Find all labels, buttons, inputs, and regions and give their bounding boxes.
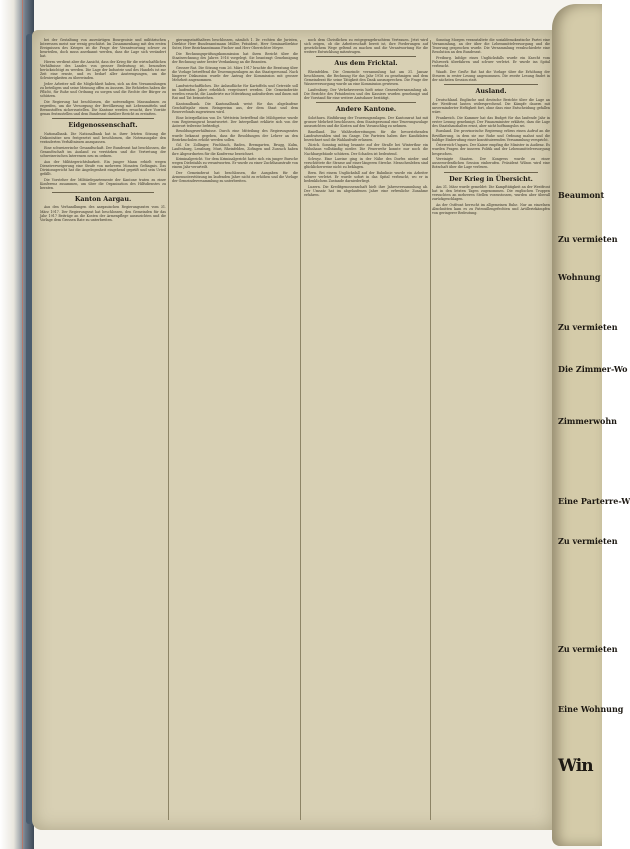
article-paragraph: bei der Gestaltung von auswärtigen Bourgeoisie und militärischen Interessen meist nur wenig geschätzt. Im Zusammenhang mit den ersten Ereignissen des Krieges ist die Frage der Verantwortung schwer zu beurteilen, doch muss anerkannt werden, dass die Lage sich verändert hat. (40, 38, 166, 59)
article-paragraph: Die Regierung hat beschlossen, die notwendigen Massnahmen zu ergreifen, um die Versorgung der Bevölkerung mit Lebensmitteln und Brennstoffen sicherzustellen. Die Kantone werden ersucht, ihre Vorräte genau festzustellen und dem Bundesrat darüber Bericht zu erstatten. (40, 100, 166, 117)
article-paragraph: An der Ostfront herrscht im allgemeinen Ruhe. Nur an einzelnen Abschnitten kam es zu Patrouillengefechten und Artilleriekämpfen von geringerer Bedeutung. (432, 202, 550, 216)
article-paragraph: Frankreich. Die Kammer hat das Budget für das laufende Jahr in erster Lesung genehmigt. Der Finanzminister erklärte, dass die Lage des Staatshaushaltes ernst, aber nicht hoffnungslos sei. (432, 115, 550, 128)
article-paragraph: Grosser Rat. Die Sitzung vom 26. März 1917 brachte die Beratung über die Vorlage betreffend die Teuerungszulagen an das Staatspersonal. Nach längerer Diskussion wurde der Antrag der Kommission mit grosser Mehrheit angenommen. (172, 65, 298, 83)
article-paragraph: Solothurn. Einführung der Teuerungszulagen. Der Kantonsrat hat mit grosser Mehrheit beschlossen, dem Staatspersonal eine Teuerungszulage auszurichten und die Kosten auf den Voranschlag zu nehmen. (304, 115, 428, 128)
article-paragraph: Besoldungsverhältnisse. Durch eine Mitteilung des Regierungsrates wurde bekannt gegeben, dass die Besoldungen der Lehrer an den Bezirksschulen erhöht werden sollen. (172, 129, 298, 142)
article-paragraph: Baselland. Die Wahlvorbereitungen für die bevorstehenden Landratswahlen sind im Gange. Die Parteien haben ihre Kandidaten bezeichnet und die Wahlaufrufe erlassen. (304, 129, 428, 142)
article-paragraph: Russland. Die provisorische Regierung erliess einen Aufruf an die Bevölkerung, in dem sie zur Ruhe und Ordnung mahnt und die baldige Einberufung einer konstituierenden Versammlung verspricht. (432, 129, 550, 142)
article-paragraph: Deutschland. Englische und deutsche Berichte über die Lage an der Westfront lauten widersprechend. Die Kämpfe dauern mit unverminderter Heftigkeit fort, ohne dass eine Entscheidung gefallen wäre. (432, 97, 550, 114)
section-heading: Aus dem Fricktal. (334, 59, 398, 68)
facing-page-line: Zu vermieten (558, 322, 618, 332)
newspaper-page (32, 30, 554, 830)
margin-rule (22, 0, 23, 849)
column-1 (40, 38, 166, 822)
article-paragraph: Zürich. Sonntag mittag brannte auf der Straße bei Winterthur ein Wohnhaus vollständig nieder. Die Feuerwehr konnte nur noch die Nachbargebäude schützen. Der Schaden ist bedeutend. (304, 143, 428, 156)
column-divider (430, 40, 431, 820)
column-2 (172, 38, 298, 822)
facing-page-line: Eine Parterre-W (558, 496, 630, 506)
article-paragraph: Luzern. Die Kreditgenossenschaft hielt ihre Jahresversammlung ab. Der Umsatz hat im abgelaufenen Jahre eine erfreuliche Zunahme erfahren. (304, 185, 428, 198)
facing-page-line: Zu vermieten (558, 644, 618, 654)
facing-page-line: Eine Wohnung (558, 704, 624, 714)
article-paragraph: Eine Interpellation von Dr. Wettstein betreffend die Milchpreise wurde vom Regierungsrat beantwortet. Der Interpellant erklärte sich von der Antwort teilweise befriedigt. (172, 115, 298, 128)
article-paragraph: Bern. Bei einem Unglücksfall auf der Bahnlinie wurde ein Arbeiter schwer verletzt. Er wurde sofort in das Spital verbracht, wo er in bedenklichem Zustande darniederliegt. (304, 171, 428, 184)
article-paragraph: Rheinfelden. Die Gemeinde versammlung hat am 31. Januar beschlossen, die Rechnung für das Jahr 1916 zu genehmigen und dem Gemeinderat für seine Tätigkeit den Dank auszusprechen. Die Frage der Wasserversorgung wurde an eine Kommission gewiesen. (304, 69, 428, 87)
facing-page-line: Die Zimmer-Wo (558, 364, 628, 374)
article-paragraph: Freiburg. Infolge eines Unglücksfalls wurde ein Knecht vom Fuhrwerk überfahren und schwer verletzt. Er wurde ins Spital verbracht. (432, 55, 550, 69)
article-paragraph: Aus den Verhandlungen des aargauischen Regierungsrates vom 31. März 1917. Der Regierungsrat hat beschlossen, den Gemeinden für das Jahr 1917 Beiträge an die Kosten der Armenpflege auszurichten und die Vorlage dem Grossen Rate zu unterbreiten. (40, 205, 166, 222)
section-heading: Kanton Aargau. (74, 194, 132, 203)
facing-page-edge (552, 4, 630, 846)
article-paragraph: Nationalbank. Die Nationalbank hat in ihrer letzten Sitzung die Diskontsätze neu festgesetzt und beschlossen, die Notenausgabe den veränderten Verhältnissen anzupassen. (40, 131, 166, 145)
section-heading: Eidgenossenschaft. (68, 121, 138, 130)
column-4 (432, 38, 550, 822)
facing-page-line: Zu vermieten (558, 536, 618, 546)
facing-page-line: Zimmerwohn (558, 416, 617, 426)
article-paragraph: Der Gemeinderat hat beschlossen, die Ausgaben für die Armenunterstützung im laufenden Jahre nicht zu erhöhen und die Vorlage der Gemeindeversammlung zu unterbreiten. (172, 171, 298, 184)
section-rule (316, 102, 416, 103)
article-paragraph: Am 31. März wurde gemeldet: Die Kampftätigkeit an der Westfront hat in den letzten Tagen zugenommen. Die englischen Truppen versuchten an mehreren Stellen vorzustossen, wurden aber überall zurückgeschlagen. (432, 185, 550, 202)
article-paragraph: Die Rechnungsprüfungskommission hat ihren Bericht über die Staatsrechnung des Jahres 1916 vorgelegt. Sie beantragt Genehmigung der Rechnung unter bester Verdankung an die Beamten. (172, 51, 298, 65)
article-paragraph: Hierzu verdient aber die Ansicht, dass der Krieg für die wirtschaftlichen Verhältnisse des Landes von grosser Bedeutung ist, besonders berücksichtigt zu werden. Die Lage der Industrie und des Handels ist zur Zeit eine ernste, und es bedarf aller Anstrengungen, um die Schwierigkeiten zu überwinden. (40, 60, 166, 81)
article-paragraph: gierungsstatthaltern beschlossen, nämlich 1. Dr. rechten die Juristen, Direktor Herr Bundesamtmann Müller, Präsident, Herr Seminardirektor Suter, Herr Bezirksamtmann Fischer und Herr Oberrichter Meyer. (172, 38, 298, 51)
article-paragraph: Kriminalgericht. Vor dem Kriminalgericht hatte sich ein junger Bursche wegen Diebstahls zu verantworten. Er wurde zu einer Zuchthausstrafe von einem Jahr verurteilt. (172, 157, 298, 170)
section-rule (52, 118, 154, 119)
section-heading: Der Krieg in Übersicht. (449, 174, 533, 183)
section-heading: Ausland. (475, 87, 507, 96)
column-divider (168, 40, 169, 820)
article-paragraph: Die Vorsteher der Militärdepartemente der Kantone traten zu einer Konferenz zusammen, um über die Organisation des Hilfsdienstes zu beraten. (40, 177, 166, 190)
article-paragraph: noch dem Christlichen zu entgegengebrachtem Vertrauen. Jetzt wird sich zeigen, ob die Arbeiterschaft bereit ist, ihre Forderungen auf gesetzlichem Wege geltend zu machen und die Verantwortung für die weitere Entwicklung mitzutragen. (304, 38, 428, 55)
article-paragraph: Aus der Militärgerichtsbarkeit. Ein junger Mann erhielt wegen Dienstverweigerung eine Strafe von mehreren Monaten Gefängnis. Das Divisionsgericht hat die Angelegenheit eingehend geprüft und sein Urteil gefällt. (40, 159, 166, 176)
article-paragraph: Vereinigte Staaten. Der Kongress wurde zu einer ausserordentlichen Session einberufen. Präsident Wilson wird eine Botschaft über die Lage verlesen. (432, 157, 550, 170)
column-3 (304, 38, 428, 822)
article-paragraph: Jeder Arbeiter soll die Möglichkeit haben, sich an den Versammlungen zu beteiligen und seine Meinung offen zu äussern. Die Behörden haben die Pflicht, für Ruhe und Ordnung zu sorgen und die Rechte der Bürger zu schützen. (40, 82, 166, 99)
article-paragraph: Gd. Dr. Zollinger, Fischbach, Baden, Bremgarten, Brugg, Kulm, Laufenburg, Lenzburg, Muri, Rheinfelden, Zofingen und Zurzach haben ihre Abgeordneten für die Konferenz bezeichnet. (172, 143, 298, 156)
section-rule (444, 172, 538, 173)
section-rule (52, 192, 154, 193)
article-paragraph: Österreich-Ungarn. Der Kaiser empfing die Minister in Audienz. Es wurden Fragen der inneren Politik und der Lebensmittelversorgung besprochen. (432, 143, 550, 156)
column-divider (300, 40, 301, 820)
article-paragraph: Kantonalbank. Die Kantonalbank weist für das abgelaufene Geschäftsjahr einen Reingewinn aus, der dem Staat und dem Reservefonds zugewiesen wird. (172, 101, 298, 114)
article-paragraph: Sonntag Morgen veranstaltete die sozialdemokratische Partei eine Versammlung, an der über die Lebensmittelversorgung und die Teuerung gesprochen wurde. Die Versammlung verabschiedete eine Resolution an den Bundesrat. (432, 38, 550, 55)
section-heading: Andere Kantone. (335, 105, 397, 114)
article-paragraph: Laufenburg. Der Verkehrsverein hielt seine Generalversammlung ab. Die Berichte des Präsidenten und des Kassiers wurden genehmigt und der Vorstand für eine weitere Amtsdauer bestätigt. (304, 87, 428, 101)
article-paragraph: Eine schweizerische Gesandtschaft. Der Bundesrat hat beschlossen, die Gesandtschaft im Ausland zu verstärken und die Vertretung der schweizerischen Interessen neu zu ordnen. (40, 145, 166, 159)
article-paragraph: Schwyz. Eine Lawine ging in der Nähe des Dorfes nieder und verschüttete die Strasse auf einer längeren Strecke. Menschenleben sind glücklicherweise nicht zu beklagen. (304, 157, 428, 170)
section-rule (444, 84, 538, 85)
article-paragraph: Waadt. Der Große Rat hat die Vorlage über die Erhöhung der Steuern in erster Lesung angenommen. Die zweite Lesung findet in der nächsten Session statt. (432, 69, 550, 83)
facing-page-line: Win (558, 756, 593, 776)
section-rule (316, 56, 416, 57)
facing-page-line: Beaumont (558, 190, 605, 200)
facing-page-line: Wohnung (558, 272, 601, 282)
facing-page-line: Zu vermieten (558, 234, 618, 244)
article-paragraph: Landwirtschaftliches. Die Anbaufläche für Kartoffeln und Getreide soll im laufenden Jahre erheblich vergrössert werden. Die Gemeinderäte werden ersucht, die Landwirte zur Mitwirkung aufzufordern und ihnen mit Rat und Tat beizustehen. (172, 83, 298, 100)
